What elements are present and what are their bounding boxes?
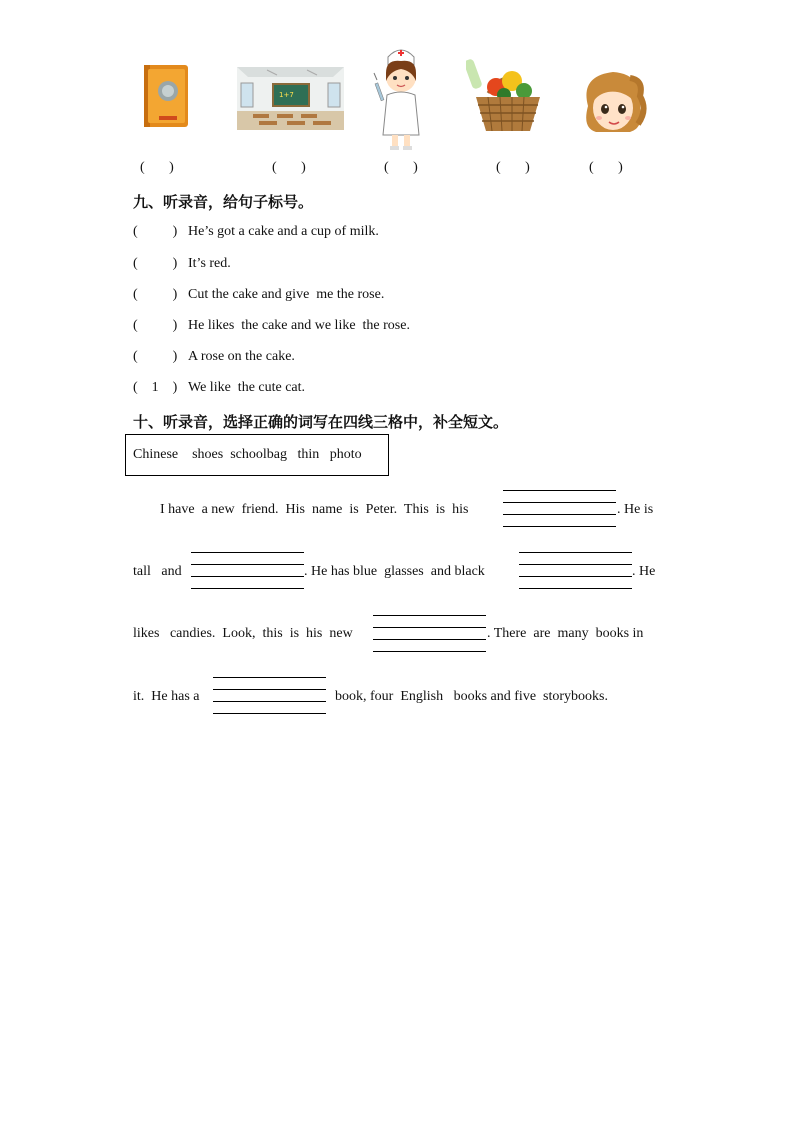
sentence-number[interactable]: ( ): [133, 349, 178, 364]
passage-text: . He is: [617, 502, 654, 517]
answer-blank[interactable]: ( ): [384, 160, 418, 175]
svg-text:1+7: 1+7: [279, 91, 294, 99]
writing-lines[interactable]: [503, 490, 616, 526]
sentence-text: We like the cute cat.: [188, 380, 306, 395]
passage-text: tall and: [133, 564, 182, 579]
sentence-number[interactable]: ( ): [133, 256, 178, 271]
answer-blank[interactable]: ( ): [140, 160, 174, 175]
sentence-text: Cut the cake and give me the rose.: [188, 287, 385, 302]
answer-blank[interactable]: ( ): [589, 160, 623, 175]
writing-lines[interactable]: [519, 552, 632, 588]
book-icon: [141, 63, 191, 129]
sentence-text: It’s red.: [188, 256, 231, 271]
sentence-item: [133, 287, 384, 303]
nurse-icon: [372, 43, 430, 151]
sentence-item: [133, 256, 231, 272]
passage-text: it. He has a: [133, 689, 200, 704]
sentence-item: [133, 380, 305, 396]
writing-lines[interactable]: [191, 552, 304, 588]
passage-text: likes candies. Look, this is his new: [133, 626, 353, 641]
passage-text: . He: [632, 564, 656, 579]
answer-blank[interactable]: ( ): [496, 160, 530, 175]
section10-heading: 十、听录音，选择正确的词写在四线三格中，补全短文。: [133, 413, 509, 431]
answer-blank[interactable]: ( ): [272, 160, 306, 175]
sentence-item: [133, 349, 295, 365]
sentence-text: A rose on the cake.: [188, 349, 295, 364]
sentence-number[interactable]: ( ): [133, 287, 178, 302]
passage-text: I have a new friend. His name is Peter. This is his: [160, 502, 469, 517]
sentence-text: He’s got a cake and a cup of milk.: [188, 224, 379, 239]
sentence-item: [133, 224, 379, 240]
girl-face-icon: [578, 66, 648, 138]
sentence-number[interactable]: ( ): [133, 318, 178, 333]
sentence-item: [133, 318, 410, 334]
passage-text: . There are many books in: [487, 626, 644, 641]
word-bank: [125, 434, 389, 476]
sentence-number[interactable]: ( ): [133, 224, 178, 239]
writing-lines[interactable]: [373, 615, 486, 651]
writing-lines[interactable]: [213, 677, 326, 713]
passage-text: . He has blue glasses and black: [304, 564, 485, 579]
section9-heading: 九、听录音，给句子标号。: [133, 193, 314, 211]
passage-text: book, four English books and five storybooks.: [335, 689, 608, 704]
classroom-icon: [237, 67, 344, 130]
sentence-number[interactable]: ( 1 ): [133, 380, 178, 395]
sentence-text: He likes the cake and we like the rose.: [188, 318, 410, 333]
vegetable-basket-icon: [466, 57, 550, 135]
word-bank-text: Chinese shoes schoolbag thin photo: [133, 447, 362, 462]
